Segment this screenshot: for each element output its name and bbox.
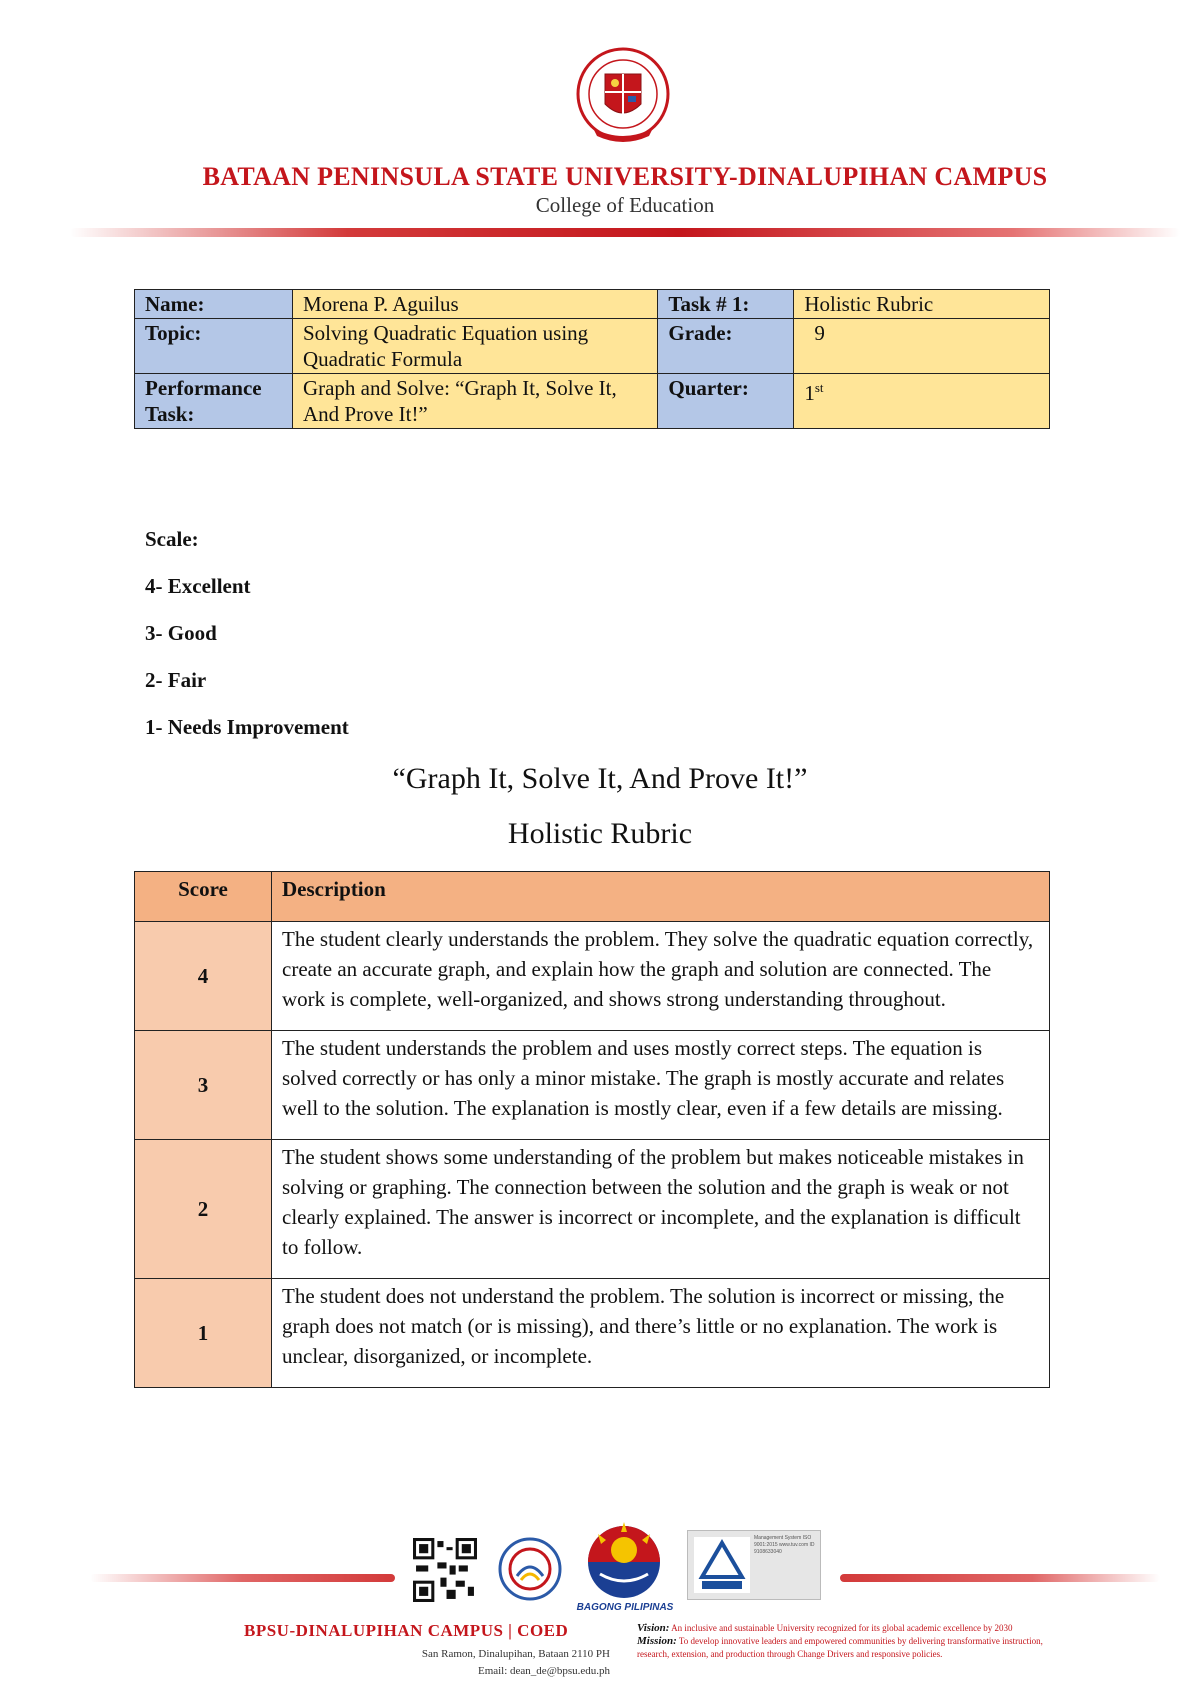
task-value: Holistic Rubric xyxy=(794,290,1050,319)
bagong-pilipinas-text: BAGONG PILIPINAS xyxy=(576,1602,674,1613)
task-label: Task # 1: xyxy=(658,290,794,319)
rubric-header-row xyxy=(135,872,1050,922)
rubric-row xyxy=(135,1140,1050,1279)
tuv-logo-box xyxy=(694,1537,750,1593)
footer-campus: BPSU-DINALUPIHAN CAMPUS | COED xyxy=(244,1621,569,1640)
rubric-score: 2 xyxy=(135,1140,272,1279)
rubric-description: The student shows some understanding of the problem but makes noticeable mistakes in solving or graphing. The connection between the solution and the graph is weak or not clearly explained. The answer is incorrect or incomplete, and the explanation is difficult to follow. xyxy=(272,1140,1050,1279)
performance-value: Graph and Solve: “Graph It, Solve It, And Prove It!” xyxy=(292,374,657,429)
score-header: Score xyxy=(135,872,272,922)
rubric-score: 3 xyxy=(135,1031,272,1140)
scale-item-2: 2- Fair xyxy=(145,668,207,692)
scale-item-3: 3- Good xyxy=(145,621,217,645)
info-row-performance xyxy=(135,374,1050,429)
rubric-table xyxy=(134,871,1050,1388)
qr-code-icon xyxy=(413,1538,477,1602)
name-label: Name: xyxy=(135,290,293,319)
scale-item-1: 1- Needs Improvement xyxy=(145,715,349,739)
footer-divider-left xyxy=(90,1574,395,1582)
rubric-title: “Graph It, Solve It, And Prove It!” xyxy=(392,762,808,795)
rubric-subtitle: Holistic Rubric xyxy=(507,817,693,850)
rubric-score: 1 xyxy=(135,1279,272,1388)
rubric-description: The student understands the problem and uses mostly correct steps. The equation is solved correctly or has only a minor mistake. The graph is mostly accurate and relates well to the solution. The explanation is mostly clear, even if a few details are missing. xyxy=(272,1031,1050,1140)
scale-title: Scale: xyxy=(145,527,199,551)
quarter-label: Quarter: xyxy=(658,374,794,429)
tuv-certification-badge xyxy=(687,1530,821,1600)
rubric-description: The student clearly understands the problem. They solve the quadratic equation correctly, create an accurate graph, and explain how the graph and solution are connected. The work is complete, well-organized, and shows strong understanding throughout. xyxy=(272,922,1050,1031)
rubric-row xyxy=(135,1031,1050,1140)
grade-label: Grade: xyxy=(658,319,794,374)
rubric-description: The student does not understand the problem. The solution is incorrect or missing, the graph does not match (or is missing), and there’s little or no explanation. The work is unclear, disorganized, or incomplete. xyxy=(272,1279,1050,1388)
tuv-text: Management System ISO 9001:2015 www.tuv.com ID 9108633040 xyxy=(754,1535,815,1555)
rubric-score: 4 xyxy=(135,922,272,1031)
rubric-row xyxy=(135,1279,1050,1388)
quarter-value: 1 xyxy=(804,381,815,405)
header-divider xyxy=(70,228,1180,237)
description-header: Description xyxy=(272,872,1050,922)
info-table xyxy=(134,289,1050,429)
topic-label: Topic: xyxy=(135,319,293,374)
footer-address: San Ramon, Dinalupihan, Bataan 2110 PH xyxy=(421,1648,610,1660)
college-name: College of Education xyxy=(535,193,715,217)
footer-address-block xyxy=(320,1646,610,1680)
bagong-pilipinas-logo-icon xyxy=(580,1516,668,1602)
rubric-row xyxy=(135,922,1050,1031)
info-row-topic xyxy=(135,319,1050,374)
footer-vision-mission xyxy=(637,1622,1077,1661)
university-seal xyxy=(575,46,671,146)
mission-text: To develop innovative leaders and empowered communities by delivering transformative instruction, research, extension, and production through Change Drivers and responsive policies. xyxy=(637,1636,1043,1659)
footer-divider-right xyxy=(840,1574,1160,1582)
grade-value: 9 xyxy=(794,319,1050,374)
quarter-suffix: st xyxy=(814,380,824,395)
vision-text: An inclusive and sustainable University recognized for its global academic excellence by 2030 xyxy=(671,1623,1013,1633)
performance-label: Performance Task: xyxy=(135,374,293,429)
footer-email[interactable]: Email: dean_de@bpsu.edu.ph xyxy=(477,1665,610,1677)
quarter-cell xyxy=(794,374,1050,429)
tuv-triangle-icon xyxy=(694,1537,750,1593)
coed-logo-icon xyxy=(497,1536,563,1602)
info-row-name xyxy=(135,290,1050,319)
name-value: Morena P. Aguilus xyxy=(292,290,657,319)
vision-label: Vision: xyxy=(637,1622,670,1634)
scale-item-4: 4- Excellent xyxy=(145,574,251,598)
topic-value: Solving Quadratic Equation using Quadratic Formula xyxy=(292,319,657,374)
mission-label: Mission: xyxy=(637,1635,677,1647)
university-name: BATAAN PENINSULA STATE UNIVERSITY-DINALUPIHAN CAMPUS xyxy=(202,162,1048,191)
